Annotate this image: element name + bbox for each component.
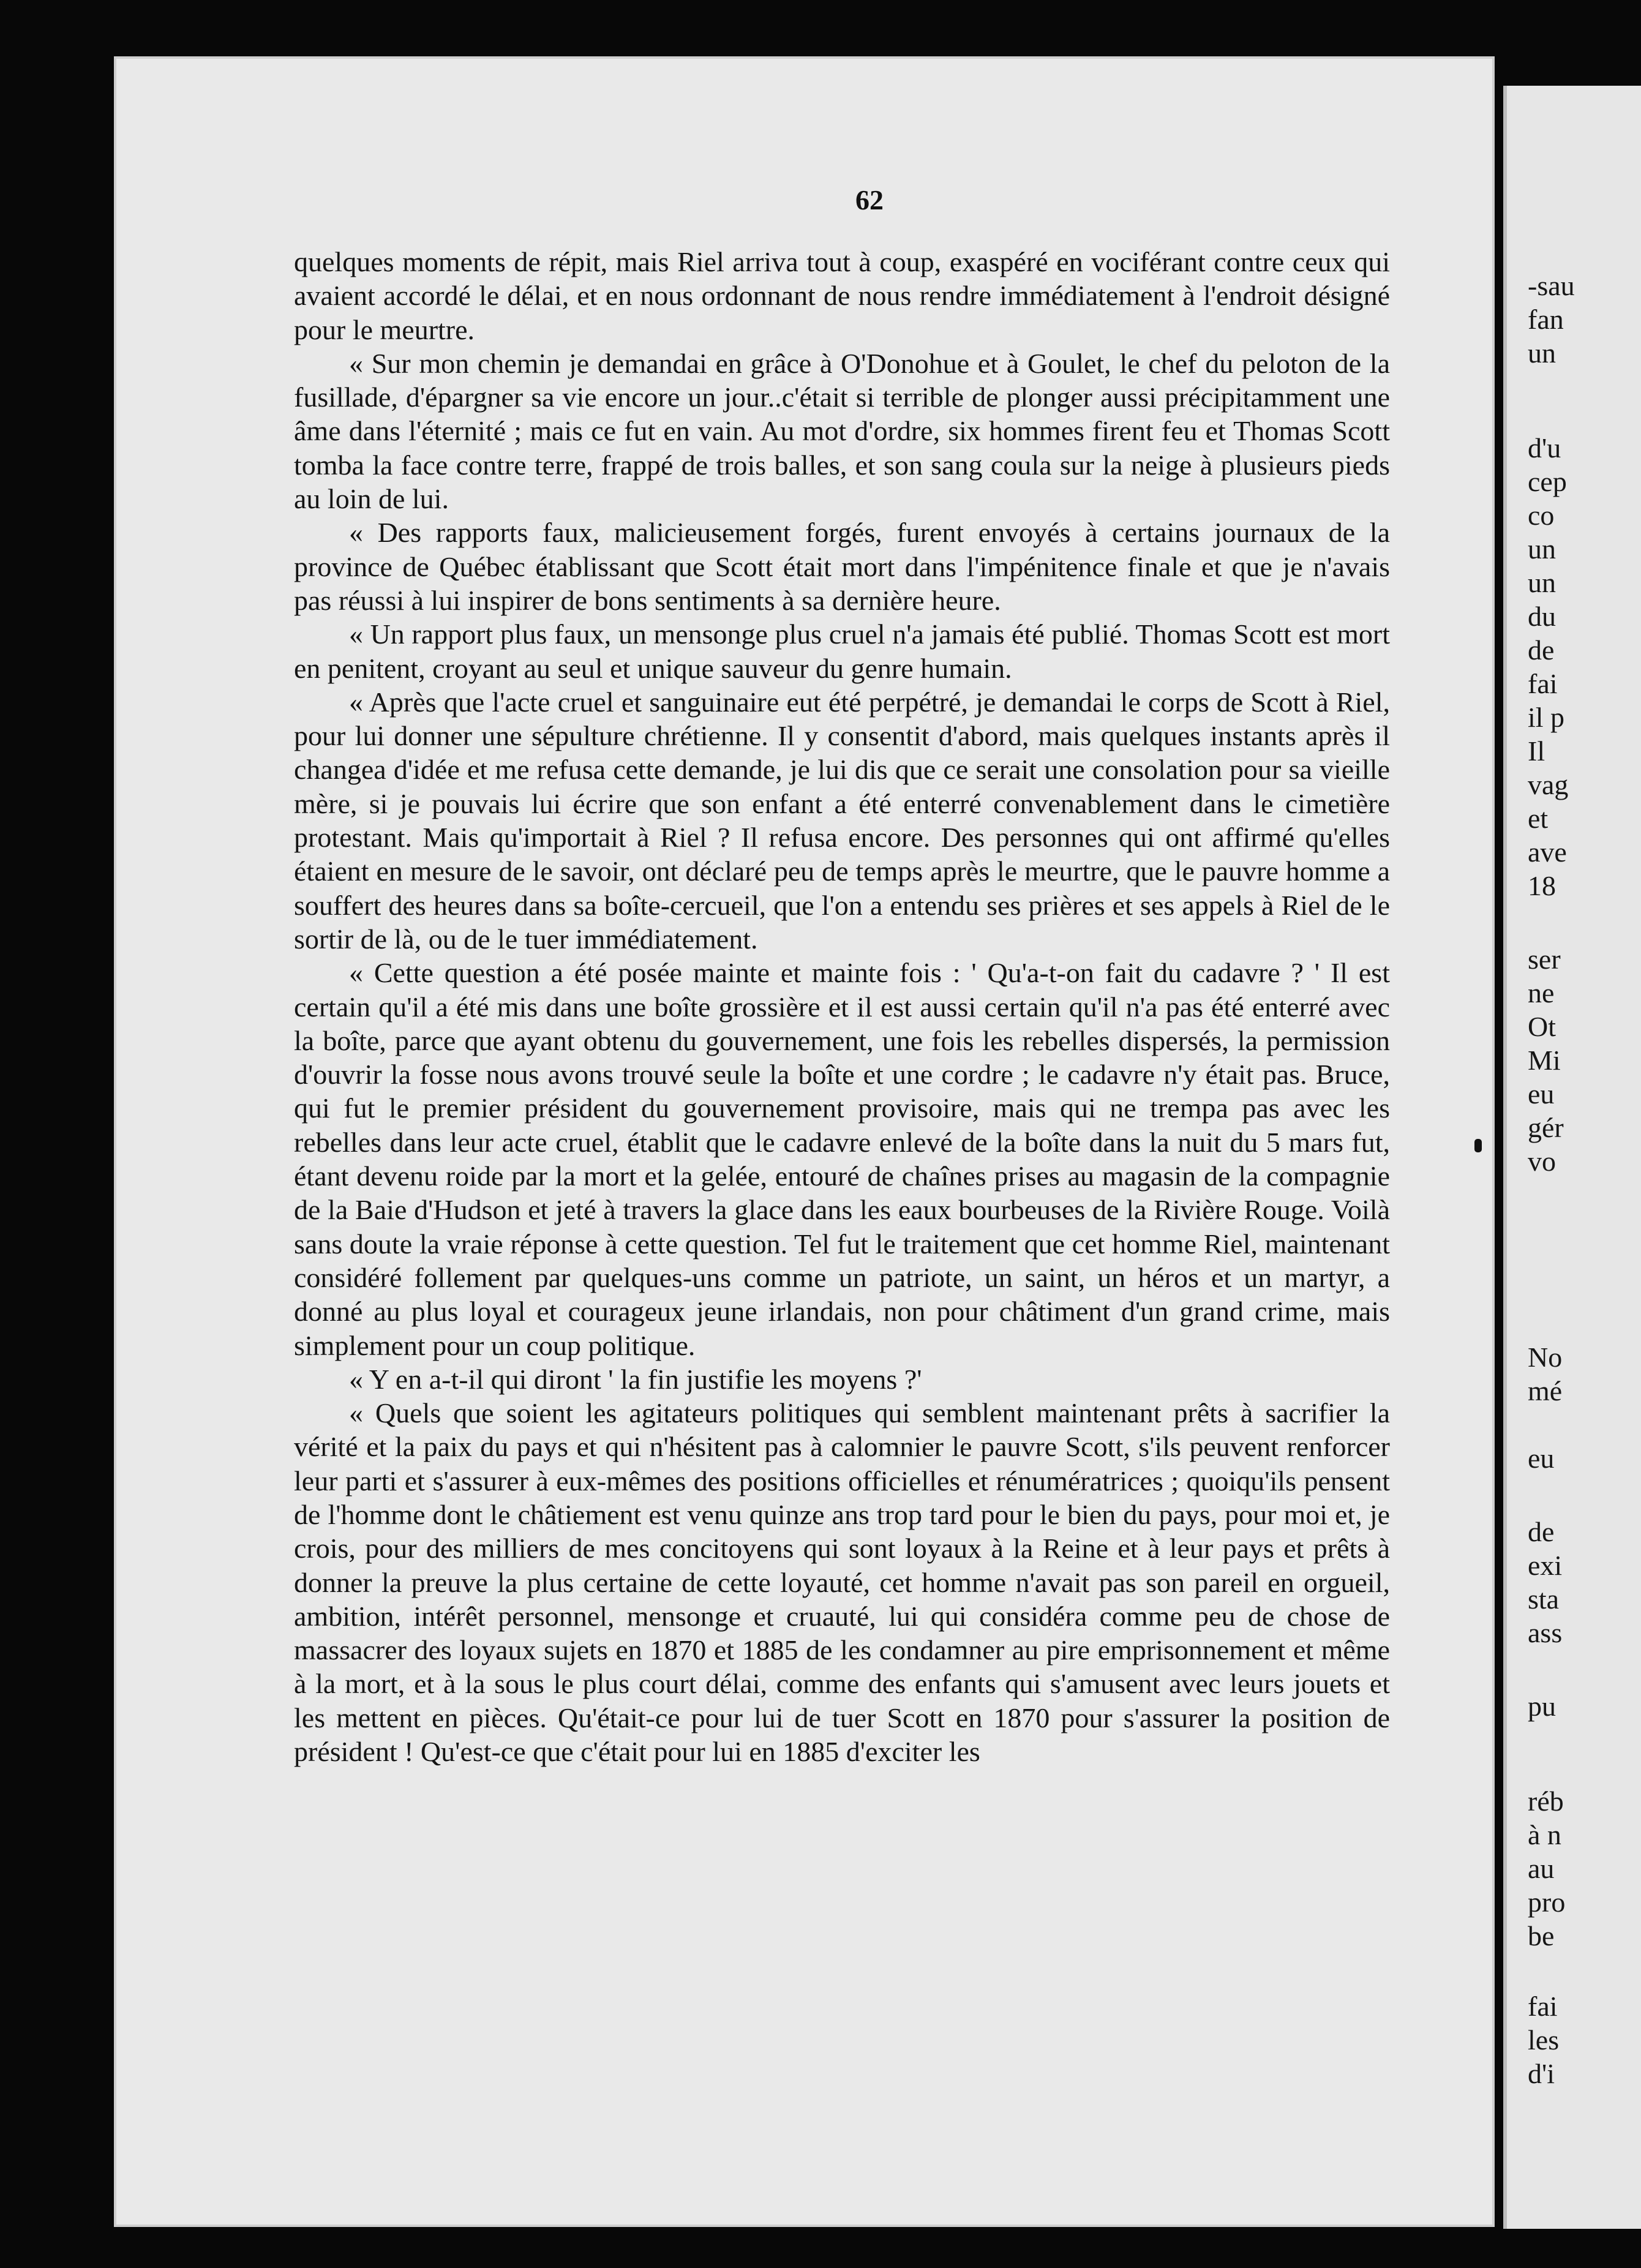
right-page-fragment: vag xyxy=(1528,769,1569,800)
right-page-fragment: Ot xyxy=(1528,1011,1556,1042)
right-page-fragment: be xyxy=(1528,1920,1555,1951)
paragraph: quelques moments de répit, mais Riel arriva tout à coup, exaspéré en vociférant contre ceux qui avaient accordé le délai, et en nous ordonnant de nous rendre immédiatement à l'endroit désigné pour le meurtre. xyxy=(294,246,1390,345)
right-page-fragment: à n xyxy=(1528,1819,1561,1850)
right-page-fragment: un xyxy=(1528,337,1556,369)
right-page-fragment: fan xyxy=(1528,304,1564,335)
right-page-fragment: de xyxy=(1528,634,1555,666)
right-page-fragment: fai xyxy=(1528,1991,1558,2022)
right-page-fragment: du xyxy=(1528,601,1556,632)
right-page-fragment: ave xyxy=(1528,836,1567,868)
right-page-fragment: ser xyxy=(1528,944,1561,975)
book-page-right-edge xyxy=(1503,86,1641,2229)
right-page-fragment: eu xyxy=(1528,1078,1555,1110)
right-page-fragment: fai xyxy=(1528,668,1558,699)
right-page-fragment: un xyxy=(1528,567,1556,598)
page-number: 62 xyxy=(855,184,884,216)
right-page-fragment: vo xyxy=(1528,1146,1556,1177)
right-page-fragment: il p xyxy=(1528,702,1565,733)
paragraph: « Cette question a été posée mainte et mainte fois : ' Qu'a-t-on fait du cadavre ? ' Il est certain qu'il a été mis dans une boîte grossière et il est aussi certain qu'il n'a pas été enterré avec la boîte, parce que ayant obtenu du gouvernement, une fois les rebelles dispersés, la permission d'ouvrir la fosse nous avons trouvé seule la boîte et une cordre ; le cadavre n'y était pas. Bruce, qui fut le premier président du gouvernement provisoire, mais qui ne trempa pas avec les rebelles dans leur acte cruel, établit que le cadavre enlevé de la boîte dans la nuit du 5 mars fut, étant devenu roide par la mort et la gelée, entouré de chaînes prises au magasin de la compagnie de la Baie d'Hudson et jeté à travers la glace dans les eaux bourbeuses de la Rivière Rouge. Voilà sans doute la vraie réponse à cette question. Tel fut le traitement que cet homme Riel, maintenant considéré follement par quelques-uns comme un patriote, un saint, un héros et un martyr, a donné au plus loyal et courageux jeune irlandais, non pour châtiment d'un grand crime, mais simplement pour un coup politique. xyxy=(294,957,1390,1361)
right-page-fragment: Il xyxy=(1528,735,1545,767)
paragraph: « Après que l'acte cruel et sanguinaire eut été perpétré, je demandai le corps de Scott à Riel, pour lui donner une sépulture chrétienne. Il y consentit d'abord, mais quelques instants après il changea d'idée et me refusa cette demande, je lui dis que ce serait une consolation pour sa vieille mère, si je pouvais lui écrire que son enfant a été enterré convenablement dans le cimetière protestant. Mais qu'importait à Riel ? Il refusa encore. Des personnes qui ont affirmé qu'elles étaient en mesure de le savoir, ont déclaré peu de temps après le meurtre, que le pauvre homme a souffert des heures dans sa boîte-cercueil, que l'on a entendu ses prières et ses appels à Riel de le sortir de là, ou de le tuer immédiatement. xyxy=(294,686,1390,955)
paragraph: « Quels que soient les agitateurs politiques qui semblent maintenant prêts à sacrifier la vérité et la paix du pays et qui n'hésitent pas à calomnier le pauvre Scott, s'ils peuvent renforcer leur parti et s'assurer à eux-mêmes des positions officielles et rénumératrices ; quoiqu'ils pensent de l'homme dont le châtiement est venu quinze ans trop tard pour le bien du pays, pour moi et, je crois, pour des milliers de mes concitoyens qui sont loyaux à la Reine et à leur pays et prêts à donner la preuve la plus certaine de cette loyauté, cet homme n'avait pas son pareil en orgueil, ambition, intérêt personnel, mensonge et cruauté, lui qui considéra comme peu de chose de massacrer des loyaux sujets en 1870 et 1885 de les condamner au pire emprisonnement et même à la mort, et à la sous le plus court délai, comme des enfants qui s'amusent avec leurs jouets et les mettent en pièces. Qu'était-ce pour lui de tuer Scott en 1870 pour s'assurer la position de président ! Qu'est-ce que c'était pour lui en 1885 d'exciter les xyxy=(294,1397,1390,1768)
right-page-fragment: 18 xyxy=(1528,870,1556,901)
right-page-fragment: pu xyxy=(1528,1691,1556,1722)
binding-mark xyxy=(1474,1139,1482,1152)
right-page-fragment: au xyxy=(1528,1853,1555,1884)
right-page-fragment: mé xyxy=(1528,1375,1563,1406)
paragraph: « Sur mon chemin je demandai en grâce à O'Donohue et à Goulet, le chef du peloton de la fusillade, d'épargner sa vie encore un jour..c'était si terrible de plonger aussi précipitamment une âme dans l'éternité ; mais ce fut en vain. Au mot d'ordre, six hommes firent feu et Thomas Scott tomba la face contre terre, frappé de trois balles, et son sang coula sur la neige à plusieurs pieds au loin de lui. xyxy=(294,347,1390,515)
paragraph: « Y en a-t-il qui diront ' la fin justifie les moyens ?' xyxy=(349,1363,922,1395)
right-page-fragment: eu xyxy=(1528,1443,1555,1474)
right-page-fragment: de xyxy=(1528,1516,1555,1547)
right-page-fragment: et xyxy=(1528,803,1549,834)
right-page-fragment: exi xyxy=(1528,1550,1563,1581)
right-page-fragment: les xyxy=(1528,2024,1560,2056)
right-page-fragment: ne xyxy=(1528,977,1555,1008)
right-page-fragment: d'i xyxy=(1528,2058,1555,2089)
right-page-fragment: d'u xyxy=(1528,432,1561,464)
right-page-fragment: sta xyxy=(1528,1583,1560,1615)
right-page-fragment: pro xyxy=(1528,1887,1566,1918)
right-page-fragment: gér xyxy=(1528,1112,1564,1143)
right-page-fragment: -sau xyxy=(1528,270,1575,301)
paragraph: « Un rapport plus faux, un mensonge plus cruel n'a jamais été publié. Thomas Scott est mort en penitent, croyant au seul et unique sauveur du genre humain. xyxy=(294,618,1390,684)
right-page-fragment: Mi xyxy=(1528,1045,1561,1076)
right-page-fragment: ass xyxy=(1528,1617,1563,1648)
right-page-fragment: co xyxy=(1528,500,1555,531)
right-page-fragment: un xyxy=(1528,533,1556,565)
right-page-fragment: No xyxy=(1528,1342,1563,1373)
paragraph: « Des rapports faux, malicieusement forgés, furent envoyés à certains journaux de la province de Québec établissant que Scott était mort dans l'impénitence finale et que je n'avais pas réussi à lui inspirer de bons sentiments à sa dernière heure. xyxy=(294,517,1390,616)
right-page-fragment: réb xyxy=(1528,1785,1564,1817)
right-page-fragment: cep xyxy=(1528,466,1567,497)
page-body xyxy=(294,245,1390,2021)
